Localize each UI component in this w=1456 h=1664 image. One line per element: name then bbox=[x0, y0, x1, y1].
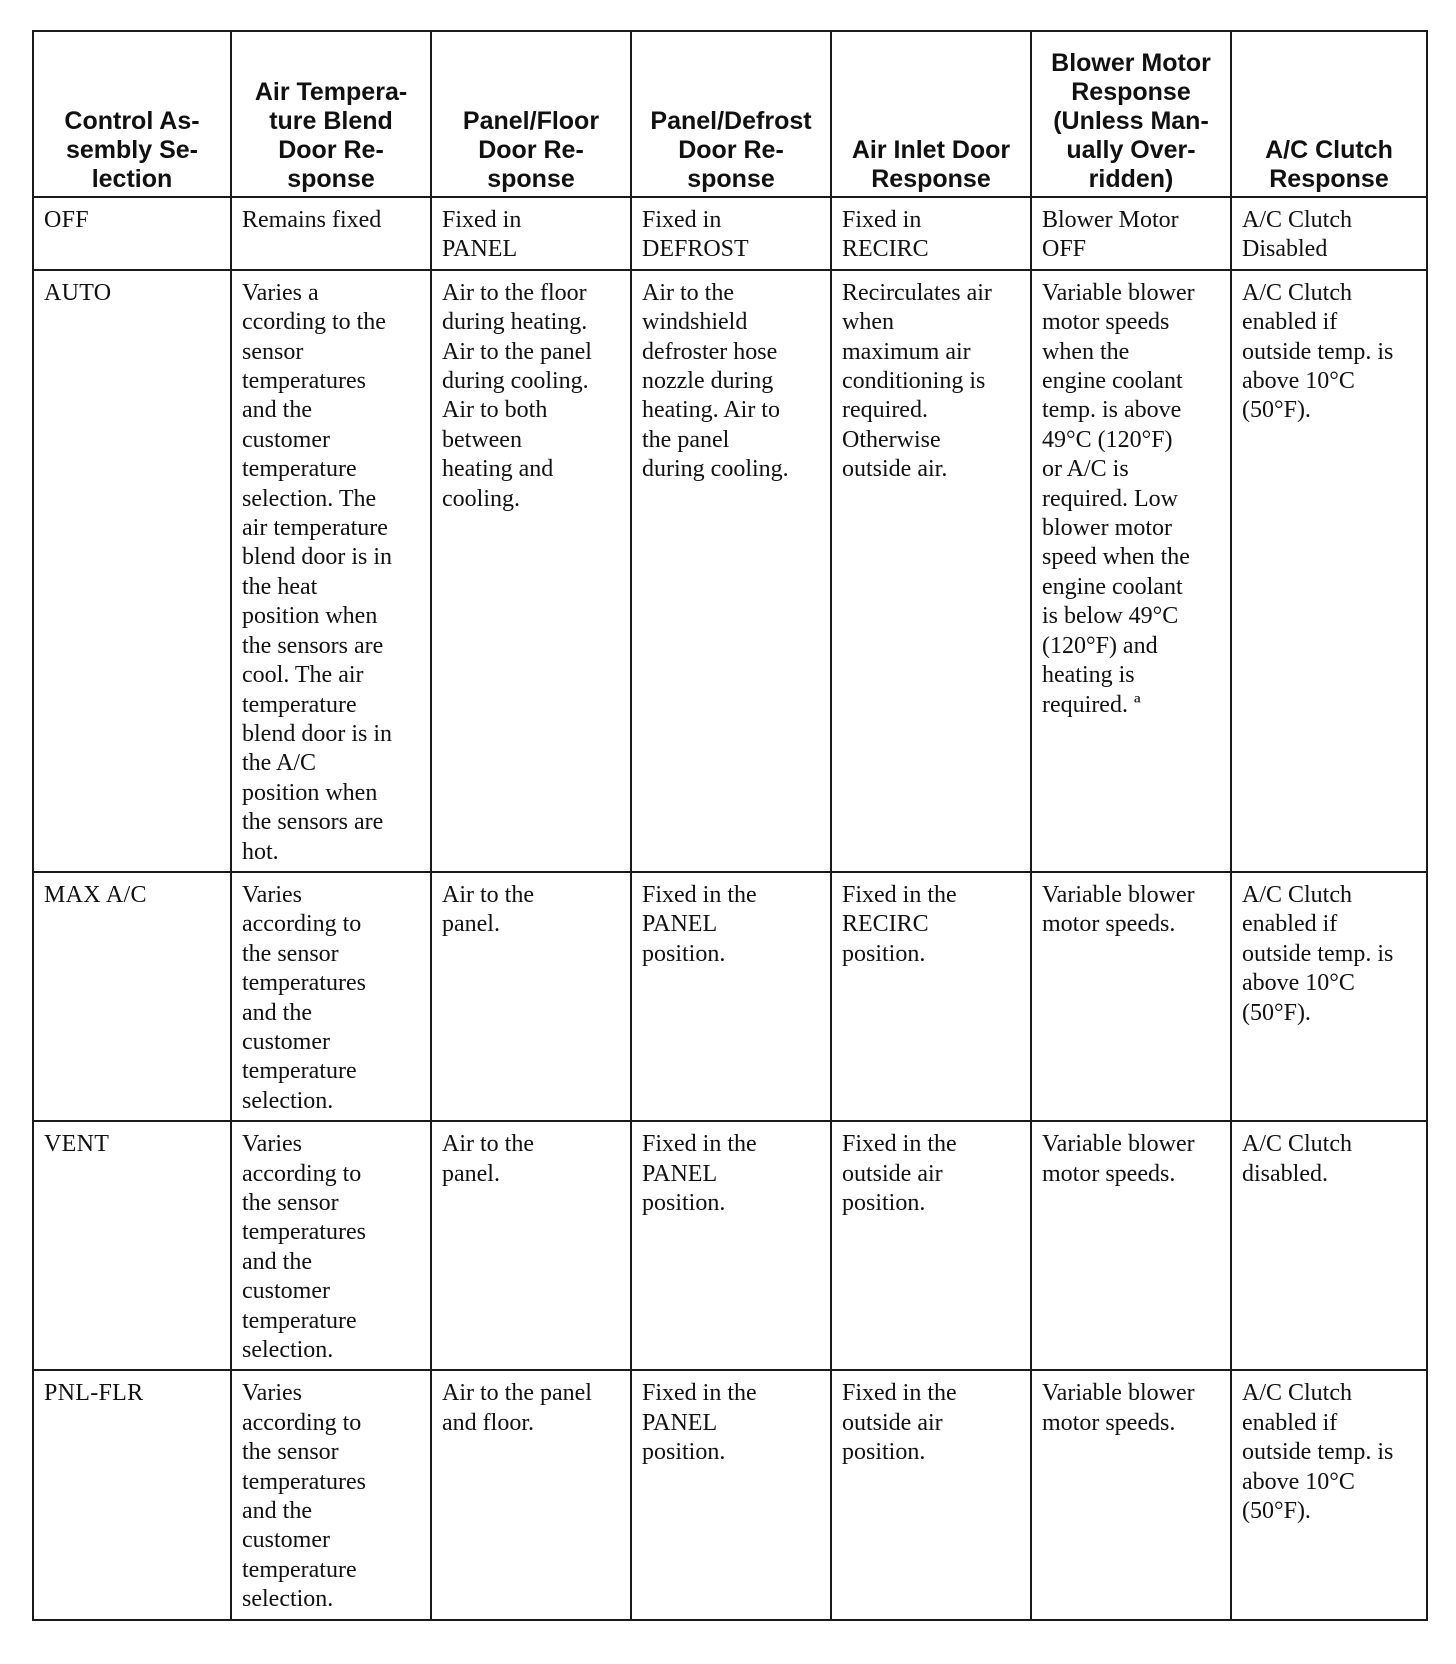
panel-floor-cell bbox=[431, 270, 631, 872]
selection-cell bbox=[33, 872, 231, 1121]
blower-motor-value: Blower Motor OFF bbox=[1042, 207, 1179, 263]
header-label: A/C Clutch Response bbox=[1265, 136, 1393, 193]
blend-door-value: Remains fixed bbox=[242, 207, 382, 233]
ac-clutch-cell bbox=[1231, 197, 1427, 270]
header-label: Control As- sembly Se- lection bbox=[64, 107, 200, 193]
panel-defrost-cell bbox=[631, 1121, 831, 1370]
panel-defrost-cell bbox=[631, 872, 831, 1121]
blower-motor-value: Variable blower motor speeds. bbox=[1042, 881, 1195, 938]
air-inlet-cell bbox=[831, 872, 1031, 1121]
blend-door-value: Varies according to the sensor temperatures and the customer temperature selection. bbox=[242, 1131, 366, 1364]
ac-clutch-value: A/C Clutch disabled. bbox=[1242, 1131, 1353, 1187]
panel-defrost-value: Fixed in the PANEL position. bbox=[642, 881, 757, 967]
blower-motor-value: Variable blower motor speeds. bbox=[1042, 1131, 1195, 1187]
ac-clutch-cell bbox=[1231, 872, 1427, 1121]
air-inlet-value: Fixed in the outside air position. bbox=[842, 1131, 957, 1216]
panel-floor-value: Air to the panel. bbox=[442, 881, 534, 938]
panel-defrost-value: Fixed in the PANEL position. bbox=[642, 1380, 757, 1466]
panel-floor-value: Fixed in PANEL bbox=[442, 207, 522, 263]
air-inlet-cell bbox=[831, 1370, 1031, 1619]
table-row-max-ac bbox=[33, 872, 1427, 1121]
ac-clutch-value: A/C Clutch Disabled bbox=[1242, 207, 1353, 263]
header-panel-defrost-door-response bbox=[631, 31, 831, 197]
air-inlet-value: Fixed in RECIRC bbox=[842, 207, 929, 263]
header-blower-motor-response bbox=[1031, 31, 1231, 197]
control-assembly-response-table bbox=[32, 30, 1428, 1621]
header-label: Blower Motor Response (Unless Man- ually Over- ridden) bbox=[1051, 49, 1211, 193]
blend-door-value: Varies according to the sensor temperatures and the customer temperature selection. bbox=[242, 881, 366, 1114]
selection-cell bbox=[33, 197, 231, 270]
selection-cell bbox=[33, 270, 231, 872]
header-panel-floor-door-response bbox=[431, 31, 631, 197]
blower-motor-cell bbox=[1031, 197, 1231, 270]
header-control-assembly-selection bbox=[33, 31, 231, 197]
selection-value: MAX A/C bbox=[44, 881, 147, 908]
blower-motor-value: Variable blower motor speeds when the engine coolant temp. is above 49°C (120°F) or A/C is required. Low blower motor speed when the engine coolant is below 49°C (120°F) and heating is required. ª bbox=[1042, 279, 1195, 718]
header-row bbox=[33, 31, 1427, 197]
blend-door-cell bbox=[231, 872, 431, 1121]
blend-door-cell bbox=[231, 270, 431, 872]
header-label: Panel/Defrost Door Re- sponse bbox=[650, 107, 812, 193]
table-row-off bbox=[33, 197, 1427, 270]
blend-door-cell bbox=[231, 197, 431, 270]
blend-door-value: Varies according to the sensor temperatures and the customer temperature selection. bbox=[242, 1380, 366, 1613]
ac-clutch-cell bbox=[1231, 1121, 1427, 1370]
panel-floor-cell bbox=[431, 197, 631, 270]
blower-motor-cell bbox=[1031, 270, 1231, 872]
air-inlet-cell bbox=[831, 270, 1031, 872]
header-label: Air Tempera- ture Blend Door Re- sponse bbox=[254, 78, 408, 193]
panel-defrost-cell bbox=[631, 197, 831, 270]
blend-door-cell bbox=[231, 1121, 431, 1370]
air-inlet-value: Fixed in the outside air position. bbox=[842, 1380, 957, 1466]
panel-defrost-value: Fixed in DEFROST bbox=[642, 207, 749, 263]
panel-defrost-cell bbox=[631, 270, 831, 872]
blower-motor-value: Variable blower motor speeds. bbox=[1042, 1380, 1195, 1436]
panel-floor-cell bbox=[431, 872, 631, 1121]
selection-value: VENT bbox=[44, 1131, 110, 1158]
table-row-pnl-flr bbox=[33, 1370, 1427, 1619]
ac-clutch-cell bbox=[1231, 270, 1427, 872]
panel-floor-value: Air to the panel and floor. bbox=[442, 1380, 592, 1436]
header-ac-clutch-response bbox=[1231, 31, 1427, 197]
panel-floor-cell bbox=[431, 1121, 631, 1370]
header-air-inlet-door-response bbox=[831, 31, 1031, 197]
blend-door-cell bbox=[231, 1370, 431, 1619]
blower-motor-cell bbox=[1031, 1121, 1231, 1370]
selection-value: AUTO bbox=[44, 279, 112, 306]
panel-defrost-value: Air to the windshield defroster hose nozzle during heating. Air to the panel during cooling. bbox=[642, 279, 789, 483]
blend-door-value: Varies a ccording to the sensor temperatures and the customer temperature selection. The air temperature blend door is in the heat position when the sensors are cool. The air temperature blend door is in the A/C position when the sensors are hot. bbox=[242, 279, 392, 865]
panel-defrost-value: Fixed in the PANEL position. bbox=[642, 1131, 757, 1216]
selection-value: OFF bbox=[44, 207, 89, 233]
table-row-auto bbox=[33, 270, 1427, 872]
panel-floor-value: Air to the panel. bbox=[442, 1131, 534, 1187]
air-inlet-cell bbox=[831, 1121, 1031, 1370]
air-inlet-cell bbox=[831, 197, 1031, 270]
selection-cell bbox=[33, 1370, 231, 1619]
blower-motor-cell bbox=[1031, 1370, 1231, 1619]
ac-clutch-value: A/C Clutch enabled if outside temp. is above 10°C (50°F). bbox=[1242, 1380, 1394, 1525]
table-row-vent bbox=[33, 1121, 1427, 1370]
air-inlet-value: Fixed in the RECIRC position. bbox=[842, 881, 957, 967]
panel-floor-cell bbox=[431, 1370, 631, 1619]
header-air-temperature-blend-door-response bbox=[231, 31, 431, 197]
header-label: Panel/Floor Door Re- sponse bbox=[462, 107, 600, 193]
header-label: Air Inlet Door Response bbox=[851, 136, 1011, 193]
panel-floor-value: Air to the floor during heating. Air to the panel during cooling. Air to both between heating and cooling. bbox=[442, 279, 592, 512]
ac-clutch-value: A/C Clutch enabled if outside temp. is above 10°C (50°F). bbox=[1242, 881, 1394, 1026]
selection-cell bbox=[33, 1121, 231, 1370]
air-inlet-value: Recirculates air when maximum air conditioning is required. Otherwise outside air. bbox=[842, 279, 992, 483]
selection-value: PNL-FLR bbox=[44, 1380, 144, 1407]
ac-clutch-cell bbox=[1231, 1370, 1427, 1619]
panel-defrost-cell bbox=[631, 1370, 831, 1619]
blower-motor-cell bbox=[1031, 872, 1231, 1121]
ac-clutch-value: A/C Clutch enabled if outside temp. is above 10°C (50°F). bbox=[1242, 279, 1394, 424]
